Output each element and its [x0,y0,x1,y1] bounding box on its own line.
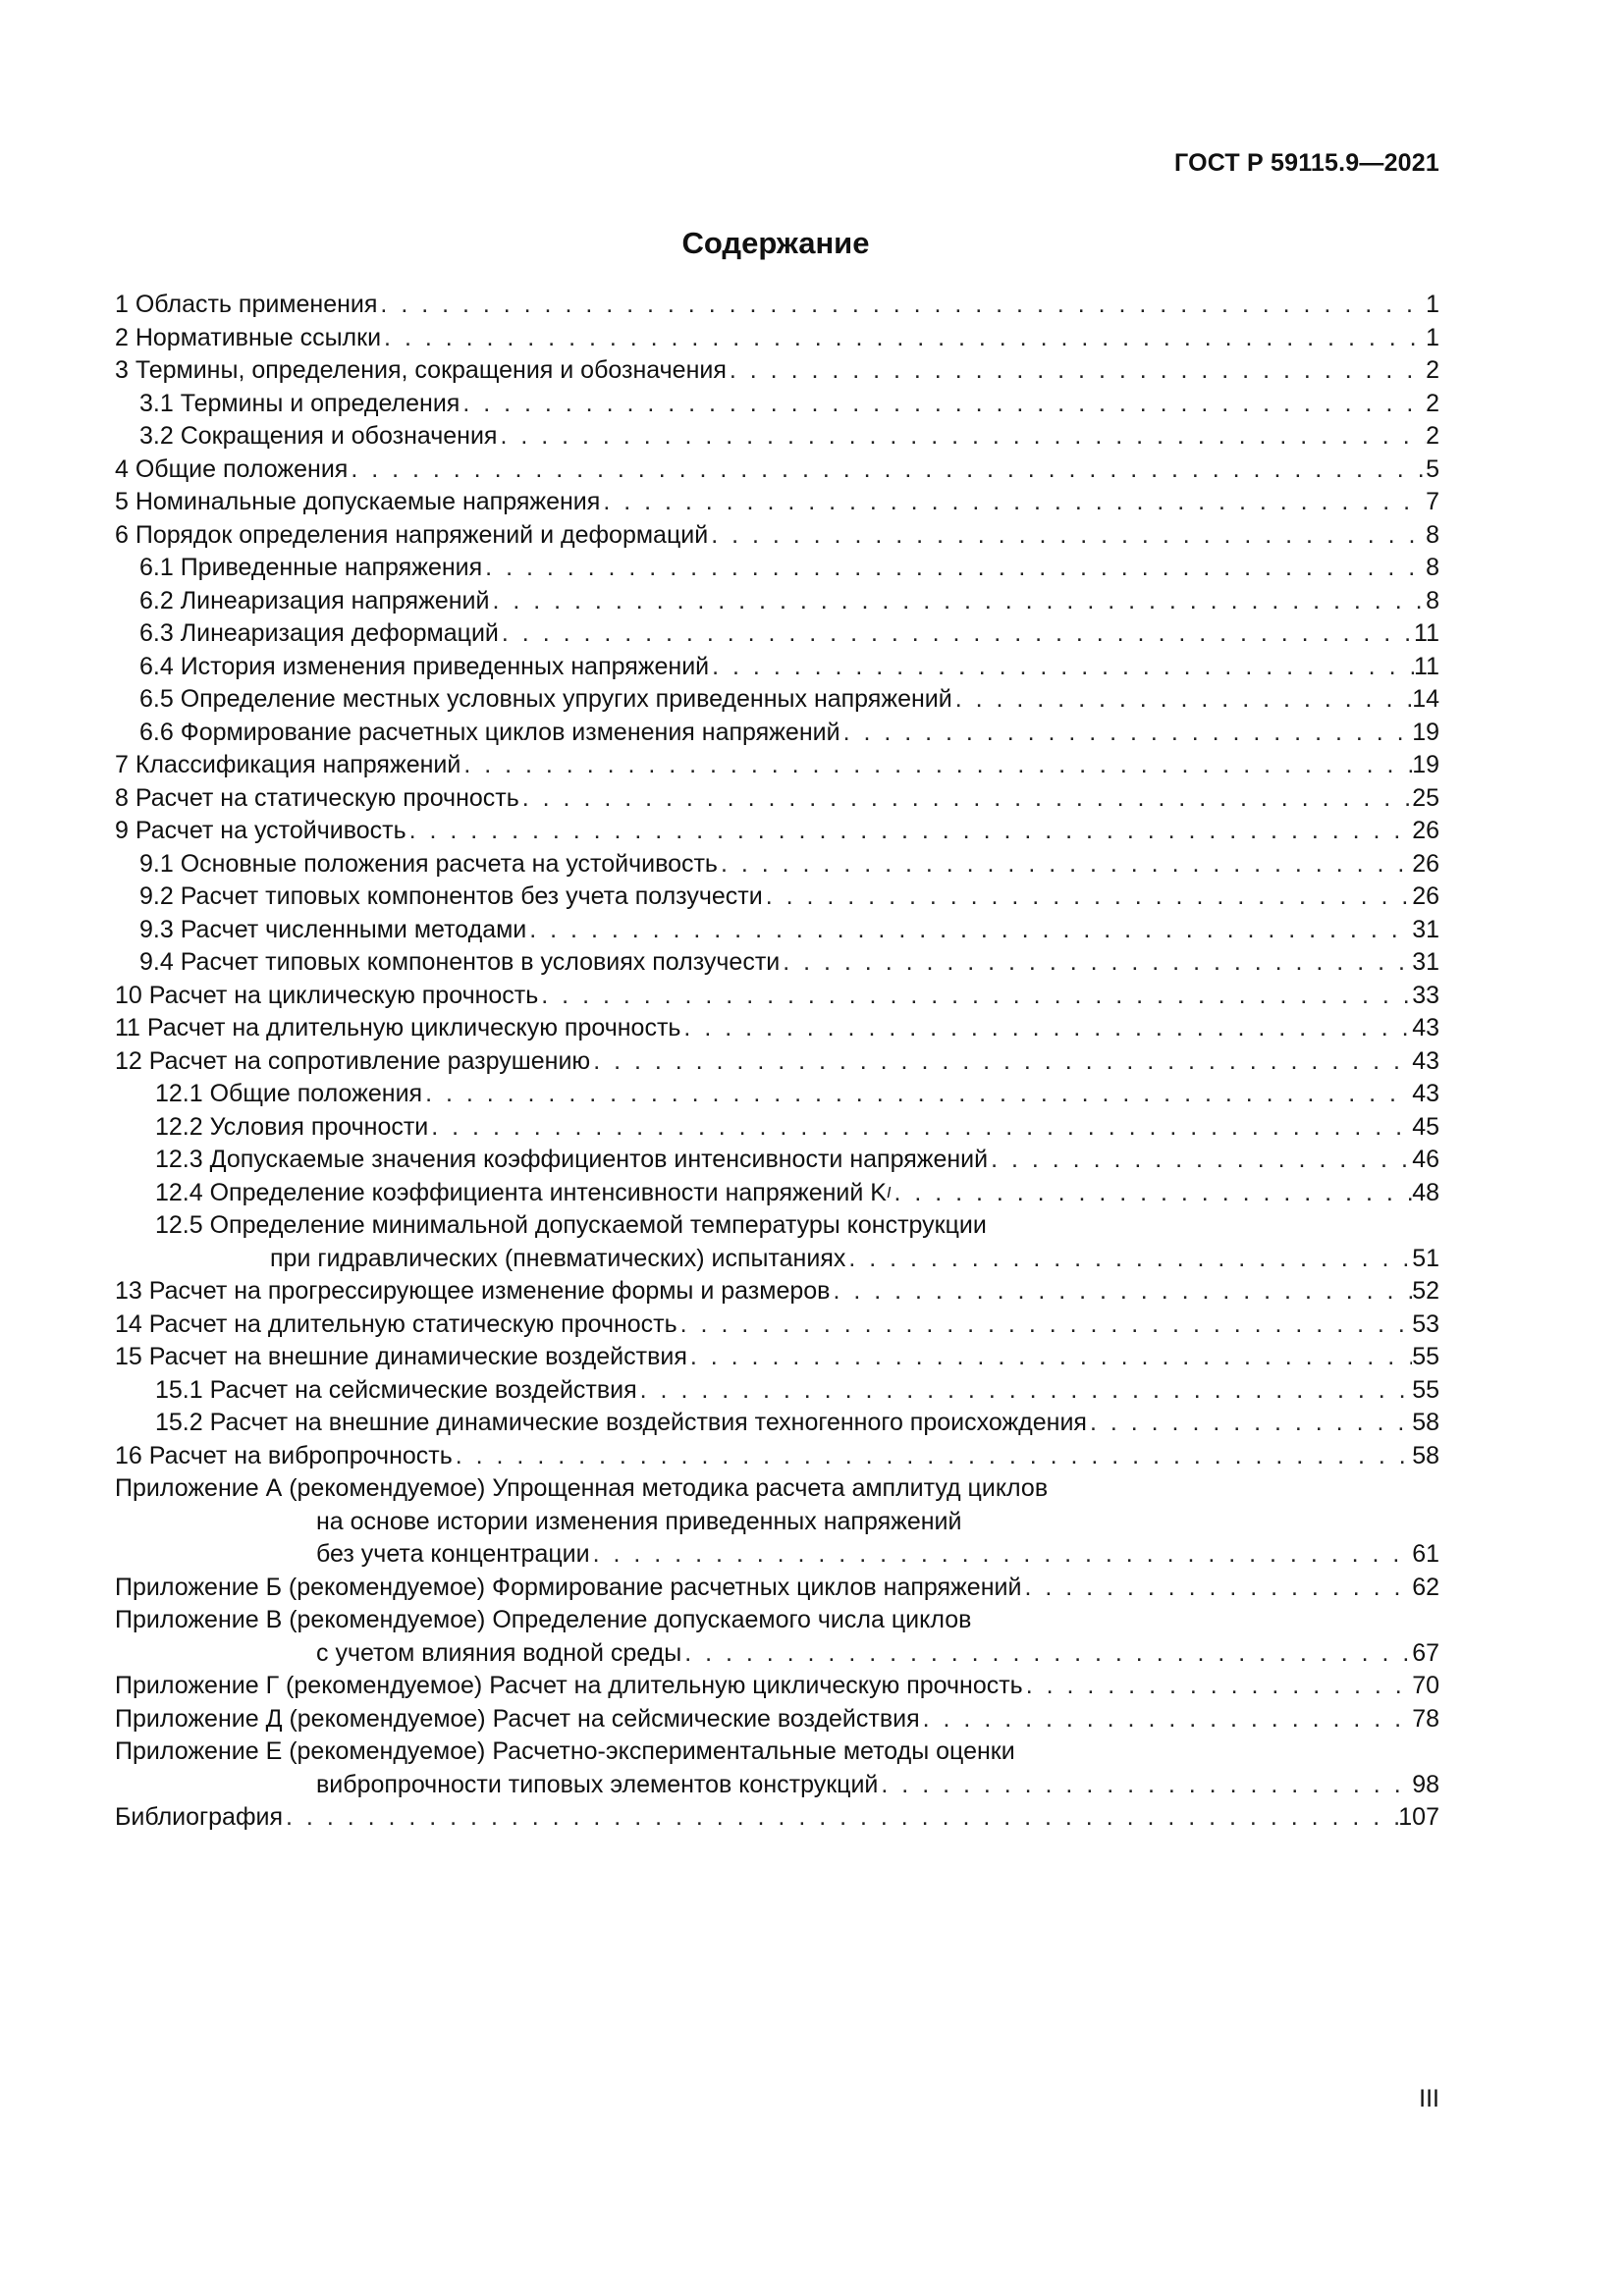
toc-entry-title: 9.3 Расчет численными методами [139,915,527,943]
toc-entry-title: 1 Область применения [115,291,378,318]
toc-entry-page: 48 [1412,1178,1439,1206]
toc-entry-title: 8 Расчет на статическую прочность [115,783,519,812]
toc-leader-dots [1023,1670,1412,1703]
toc-entry-page: 70 [1412,1672,1439,1699]
toc-entry[interactable] [115,651,1439,684]
toc-entry-title: 6.4 История изменения приведенных напряжений [139,652,710,680]
table-of-contents [115,289,1439,1835]
toc-entry-title: 12.2 Условия прочности [155,1112,429,1141]
toc-entry-page: 78 [1412,1704,1439,1733]
toc-entry-page: 31 [1412,915,1439,943]
toc-entry[interactable] [115,1407,1439,1440]
toc-entry[interactable] [115,1703,1439,1736]
toc-entry[interactable] [115,815,1439,848]
toc-leader-dots [891,1177,1412,1210]
toc-entry[interactable] [115,1111,1439,1145]
toc-leader-dots [952,683,1412,717]
toc-entry-page: 61 [1412,1540,1439,1568]
toc-entry-page: 8 [1426,554,1439,581]
toc-leader-dots [763,881,1412,914]
toc-entry[interactable] [115,717,1439,750]
toc-leader-dots [1087,1407,1412,1440]
toc-entry-title: при гидравлических (пневматических) испытаниях [270,1244,846,1272]
toc-entry-title: 15.2 Расчет на внешние динамические воздействия техногенного происхождения [155,1409,1087,1436]
toc-entry-page: 55 [1412,1343,1439,1370]
toc-entry-title: 6 Порядок определения напряжений и деформаций [115,520,709,549]
toc-leader-dots [519,782,1412,816]
toc-entry[interactable] [115,1637,1439,1671]
toc-entry-page: 45 [1412,1112,1439,1141]
toc-entry[interactable] [115,1045,1439,1079]
toc-entry-page: 58 [1412,1409,1439,1436]
toc-entry-title: 6.5 Определение местных условных упругих приведенных напряжений [139,685,952,713]
toc-entry[interactable] [115,1374,1439,1408]
toc-leader-dots [687,1341,1412,1374]
toc-entry-page: 67 [1412,1638,1439,1667]
toc-entry-title: 12.1 Общие положения [155,1080,423,1107]
toc-entry-title: без учета концентрации [316,1540,590,1568]
toc-entry-title: 15 Расчет на внешние динамические воздействия [115,1343,687,1370]
toc-leader-dots [489,585,1426,618]
toc-entry[interactable] [115,322,1439,355]
toc-entry-title: 9 Расчет на устойчивость [115,817,406,844]
toc-entry-title: 11 Расчет на длительную циклическую прочность [115,1014,681,1041]
toc-entry-title: 2 Нормативные ссылки [115,323,382,351]
toc-entry-page: 55 [1412,1375,1439,1404]
toc-entry[interactable] [115,1538,1439,1572]
toc-entry-page: 31 [1412,948,1439,976]
toc-entry[interactable] [115,980,1439,1013]
toc-entry-title: Приложение Д (рекомендуемое) Расчет на сейсмические воздействия [115,1704,920,1733]
toc-entry-page: 14 [1412,685,1439,713]
toc-entry[interactable] [115,1472,1439,1506]
toc-entry-title: 12.5 Определение минимальной допускаемой температуры конструкции [155,1211,987,1239]
toc-entry[interactable] [115,1012,1439,1045]
toc-entry[interactable] [115,420,1439,454]
toc-entry[interactable] [115,1078,1439,1111]
toc-leader-dots [878,1769,1412,1802]
toc-entry-page: 2 [1426,389,1439,417]
toc-entry[interactable] [115,585,1439,618]
toc-leader-dots [538,980,1412,1013]
toc-entry[interactable] [115,1243,1439,1276]
page-number: III [1419,2085,1439,2112]
toc-entry[interactable] [115,1308,1439,1342]
toc-entry-page: 43 [1412,1046,1439,1075]
toc-entry-title: 10 Расчет на циклическую прочность [115,981,539,1009]
toc-leader-dots [708,519,1426,553]
toc-entry-title: 6.1 Приведенные напряжения [139,554,483,581]
toc-entry[interactable] [115,946,1439,980]
toc-entry-title: Приложение А (рекомендуемое) Упрощенная методика расчета амплитуд циклов [115,1474,1049,1502]
toc-entry[interactable] [115,1341,1439,1374]
toc-entry[interactable] [115,914,1439,947]
toc-entry-title: 3.1 Термины и определения [139,389,460,417]
toc-leader-dots [727,354,1426,388]
toc-entry[interactable] [115,1604,1439,1637]
toc-leader-dots [460,388,1426,421]
toc-entry-page: 58 [1412,1441,1439,1469]
toc-entry-title: 14 Расчет на длительную статическую прочность [115,1309,677,1338]
toc-leader-dots [1021,1572,1412,1605]
toc-leader-dots [780,946,1412,980]
document-code: ГОСТ Р 59115.9—2021 [1174,149,1439,177]
toc-entry[interactable] [115,552,1439,585]
toc-entry-page: 62 [1412,1573,1439,1601]
toc-entry-page: 11 [1414,619,1439,647]
toc-entry-title: Приложение В (рекомендуемое) Определение допускаемого числа циклов [115,1606,972,1633]
toc-leader-dots [406,815,1413,848]
toc-entry-title: 12 Расчет на сопротивление разрушению [115,1046,591,1075]
toc-entry[interactable] [115,1506,1439,1539]
toc-entry[interactable] [115,683,1439,717]
toc-entry[interactable] [115,1209,1439,1243]
toc-entry-page: 5 [1426,454,1439,483]
toc-entry-title: 12.4 Определение коэффициента интенсивности напряжений K [155,1178,887,1206]
toc-entry-page: 2 [1426,422,1439,450]
toc-leader-dots [600,486,1426,519]
toc-leader-dots [422,1078,1412,1111]
toc-entry-title: 9.2 Расчет типовых компонентов без учета ползучести [139,882,763,910]
toc-entry[interactable] [115,454,1439,487]
toc-entry-page: 98 [1412,1770,1439,1798]
toc-entry-title: 13 Расчет на прогрессирующее изменение формы и размеров [115,1277,831,1305]
toc-entry[interactable] [115,354,1439,388]
toc-leader-dots [453,1440,1412,1473]
toc-entry-title: 5 Номинальные допускаемые напряжения [115,488,601,515]
toc-entry[interactable] [115,1572,1439,1605]
toc-entry-title: 7 Классификация напряжений [115,751,461,778]
toc-entry[interactable] [115,782,1439,816]
toc-entry-title: Приложение Г (рекомендуемое) Расчет на длительную циклическую прочность [115,1672,1023,1699]
toc-entry-page: 51 [1412,1244,1439,1272]
toc-entry-page: 8 [1426,520,1439,549]
toc-leader-dots [677,1308,1413,1342]
toc-leader-dots [830,1275,1412,1308]
toc-leader-dots [681,1637,1412,1671]
toc-leader-dots [709,651,1414,684]
toc-entry-title: 6.2 Линеаризация напряжений [139,586,490,614]
toc-entry-page: 2 [1426,356,1439,384]
toc-leader-dots [718,848,1412,881]
toc-entry-title: Приложение Б (рекомендуемое) Формирование расчетных циклов напряжений [115,1573,1022,1601]
toc-entry[interactable] [115,1275,1439,1308]
toc-entry-title: вибропрочности типовых элементов конструкций [316,1770,879,1798]
toc-entry-title: на основе истории изменения приведенных напряжений [316,1507,962,1535]
toc-entry[interactable] [115,1801,1439,1835]
toc-entry-title: 12.3 Допускаемые значения коэффициентов интенсивности напряжений [155,1146,989,1173]
toc-leader-dots [590,1045,1412,1079]
toc-leader-dots [497,420,1426,454]
toc-entry-title: 4 Общие положения [115,454,349,483]
toc-entry[interactable] [115,1177,1439,1210]
toc-entry-page: 1 [1426,291,1439,318]
toc-entry-title: 3.2 Сокращения и обозначения [139,422,498,450]
toc-entry[interactable] [115,848,1439,881]
toc-entry-page: 26 [1412,882,1439,910]
toc-leader-dots [482,552,1426,585]
toc-entry-title: 9.4 Расчет типовых компонентов в условиях ползучести [139,948,781,976]
toc-leader-dots [377,289,1426,322]
toc-entry-page: 107 [1398,1803,1439,1831]
toc-entry-page: 53 [1412,1309,1439,1338]
toc-entry-page: 46 [1412,1146,1439,1173]
toc-leader-dots [428,1111,1412,1145]
toc-entry-page: 33 [1412,981,1439,1009]
toc-leader-dots [283,1801,1398,1835]
toc-entry[interactable] [115,1769,1439,1802]
toc-entry[interactable] [115,749,1439,782]
toc-entry-page: 26 [1412,849,1439,878]
toc-leader-dots [348,454,1426,487]
toc-entry-title: 6.3 Линеаризация деформаций [139,619,499,647]
toc-entry-page: 8 [1426,586,1439,614]
toc-entry-page: 43 [1412,1080,1439,1107]
toc-leader-dots [526,914,1412,947]
toc-entry-page: 11 [1414,652,1439,680]
toc-entry[interactable] [115,1144,1439,1177]
toc-entry-subscript: I [886,1184,892,1201]
toc-entry[interactable] [115,881,1439,914]
toc-entry-title: 16 Расчет на вибропрочность [115,1441,453,1469]
page-title: Содержание [681,226,870,260]
toc-entry-page: 52 [1412,1277,1439,1305]
toc-entry-title: с учетом влияния водной среды [316,1638,682,1667]
toc-entry-title: 15.1 Расчет на сейсмические воздействия [155,1375,637,1404]
toc-entry-page: 7 [1426,488,1439,515]
toc-entry[interactable] [115,1440,1439,1473]
toc-leader-dots [845,1243,1412,1276]
toc-entry-title: 6.6 Формирование расчетных циклов изменения напряжений [139,718,840,746]
toc-entry-title: 3 Термины, определения, сокращения и обозначения [115,356,727,384]
toc-entry[interactable] [115,486,1439,519]
toc-leader-dots [499,617,1414,651]
toc-leader-dots [381,322,1426,355]
toc-entry-title: 9.1 Основные положения расчета на устойчивость [139,849,718,878]
toc-entry[interactable] [115,388,1439,421]
toc-entry-page: 19 [1412,718,1439,746]
toc-leader-dots [920,1703,1413,1736]
toc-leader-dots [460,749,1412,782]
toc-entry-page: 1 [1426,323,1439,351]
toc-entry-page: 25 [1412,783,1439,812]
toc-entry[interactable] [115,519,1439,553]
toc-entry-page: 19 [1412,751,1439,778]
toc-leader-dots [590,1538,1413,1572]
toc-leader-dots [840,717,1413,750]
toc-leader-dots [680,1012,1412,1045]
toc-entry-title: Приложение Е (рекомендуемое) Расчетно-экспериментальные методы оценки [115,1737,1015,1765]
toc-entry-page: 26 [1412,817,1439,844]
toc-entry-title: Библиография [115,1803,284,1831]
toc-leader-dots [637,1374,1413,1408]
toc-entry[interactable] [115,617,1439,651]
toc-entry[interactable] [115,289,1439,322]
toc-entry[interactable] [115,1670,1439,1703]
toc-leader-dots [988,1144,1412,1177]
toc-entry-page: 43 [1412,1014,1439,1041]
toc-entry[interactable] [115,1735,1439,1769]
